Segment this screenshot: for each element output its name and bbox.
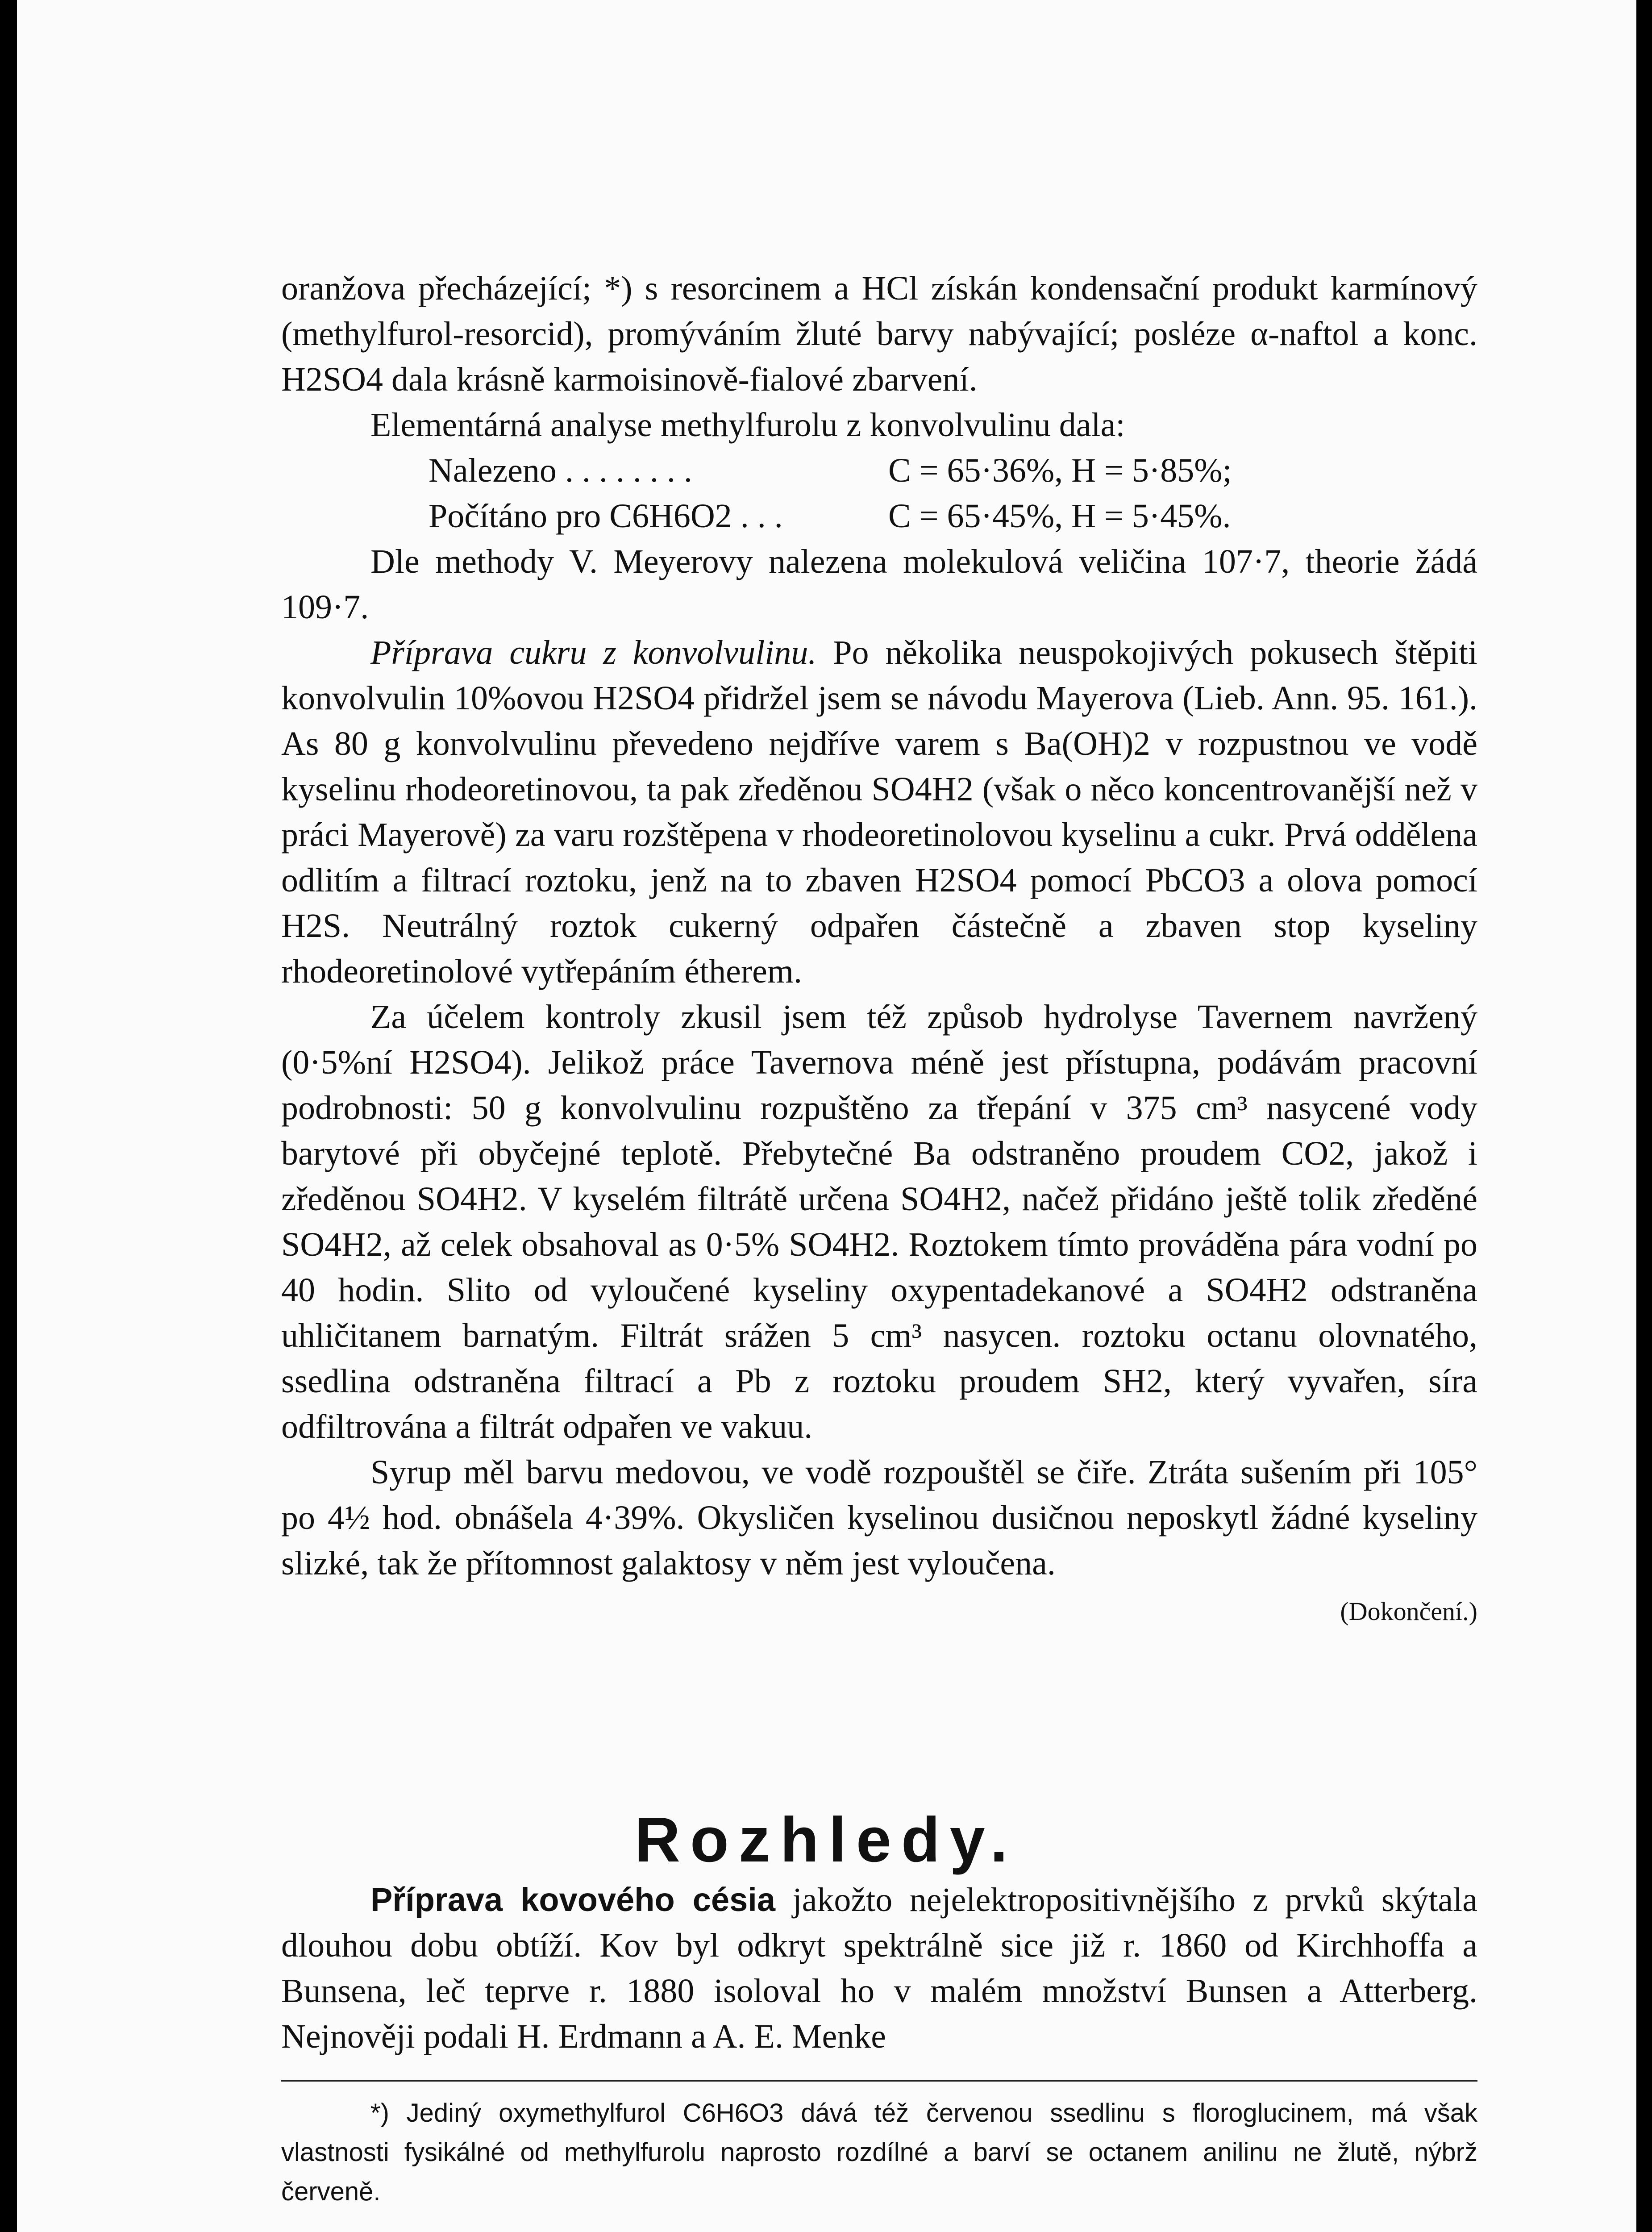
footnote-text: *) Jediný oxymethylfurol C6H6O3 dává též červenou ssedlinu s floroglucinem, má však vlastnosti fysikálné od methylfurolu naprosto rozdílné a barví se octanem anilinu ne žlutě, nýbrž červeně.: [281, 2099, 1477, 2206]
intro-paragraph: oranžova přecházející; *) s resorcinem a HCl získán kondensační produkt karmínový (methylfurol-resorcid), promýváním žluté barvy nabývající; posléze α-naftol a konc. H2SO4 dala krásně karmoisinově-fialové zbarvení.: [281, 270, 1477, 398]
analysis-table: [281, 448, 1477, 539]
meyer-paragraph: Dle methody V. Meyerovy nalezena molekulová veličina 107·7, theorie žádá 109·7.: [281, 543, 1477, 626]
analysis-intro: Elementárná analyse methylfurolu z konvolvulinu dala:: [370, 406, 1125, 444]
cesium-lead: Příprava kovového césia: [370, 1881, 775, 1918]
rozhledy-text: [281, 1877, 1477, 2059]
analysis-row: [281, 448, 1477, 493]
cesium-text: jakožto nejelektropositivnějšího z prvků skýtala dlouhou dobu obtíží. Kov byl odkryt spektrálně sice již r. 1860 od Kirchhoffa a Bunsena, leč teprve r. 1880 isoloval ho v malém množství Bunsen a Atterberg. Nejnověji podali H. Erdmann a A. E. Menke: [281, 1881, 1477, 2055]
analysis-label: Počítáno pro C6H6O2 . . .: [429, 497, 783, 535]
kontrola-paragraph: Za účelem kontroly zkusil jsem též způsob hydrolyse Tavernem navržený (0·5%ní H2SO4). Jelikož práce Tavernova méně jest přístupna, podávám pracovní podrobnosti: 50 g konvolvulinu rozpuštěno za třepání v 375 cm³ nasycené vody barytové při obyčejné teplotě. Přebytečné Ba odstraněno proudem CO2, jakož i zředěnou SO4H2. V kyselém filtrátě určena SO4H2, načež přidáno ještě tolik zředěné SO4H2, až celek obsahoval as 0·5% SO4H2. Roztokem tímto prováděna pára vodní po 40 hodin. Slito od vyloučené kyseliny oxypentadekanové a SO4H2 odstraněna uhličitanem barnatým. Filtrát srážen 5 cm³ nasycen. roztoku octanu olovnatého, ssedlina odstraněna filtrací a Pb z roztoku proudem SH2, který vyvařen, síra odfiltrována a filtrát odpařen ve vakuu.: [281, 998, 1477, 1445]
analysis-values: C = 65·36%, H = 5·85%;: [888, 452, 1232, 489]
syrup-paragraph: Syrup měl barvu medovou, ve vodě rozpouštěl se čiře. Ztráta sušením při 105° po 4½ hod. obnášela 4·39%. Okysličen kyselinou dusičnou neposkytl žádné kyseliny slizké, tak že přítomnost galaktosy v něm jest vyloučena.: [281, 1453, 1477, 1582]
priprava-text: Po několika neuspokojivých pokusech štěpiti konvolvulin 10%ovou H2SO4 přidržel jsem se návodu Mayerova (Lieb. Ann. 95. 161.). As 80 g konvolvulinu převedeno nejdříve varem s Ba(OH)2 v rozpustnou ve vodě kyselinu rhodeoretinovou, ta pak zředěnou SO4H2 (však o něco koncentrovanější než v práci Mayerově) za varu rozštěpena v rhodeoretinolovou kyselinu a cukr. Prvá oddělena odlitím a filtrací roztoku, jenž na to zbaven H2SO4 pomocí PbCO3 a olova pomocí H2S. Neutrálný roztok cukerný odpařen částečně a zbaven stop kyseliny rhodeoretinolové vytřepáním étherem.: [281, 634, 1477, 990]
cesium-paragraph: [281, 1877, 1477, 2059]
footnote-divider: [281, 2080, 1477, 2082]
analysis-values: C = 65·45%, H = 5·45%.: [888, 497, 1231, 535]
main-text-upper: [281, 266, 1477, 1634]
footnote: [281, 2094, 1477, 2211]
continuation-note: (Dokončení.): [1340, 1597, 1477, 1626]
analysis-row: [281, 493, 1477, 539]
priprava-paragraph: [281, 630, 1477, 994]
analysis-label: Nalezeno . . . . . . . .: [429, 452, 692, 489]
priprava-lead: Příprava cukru z konvolvulinu.: [370, 634, 817, 671]
section-heading: Rozhledy.: [634, 1804, 1018, 1875]
